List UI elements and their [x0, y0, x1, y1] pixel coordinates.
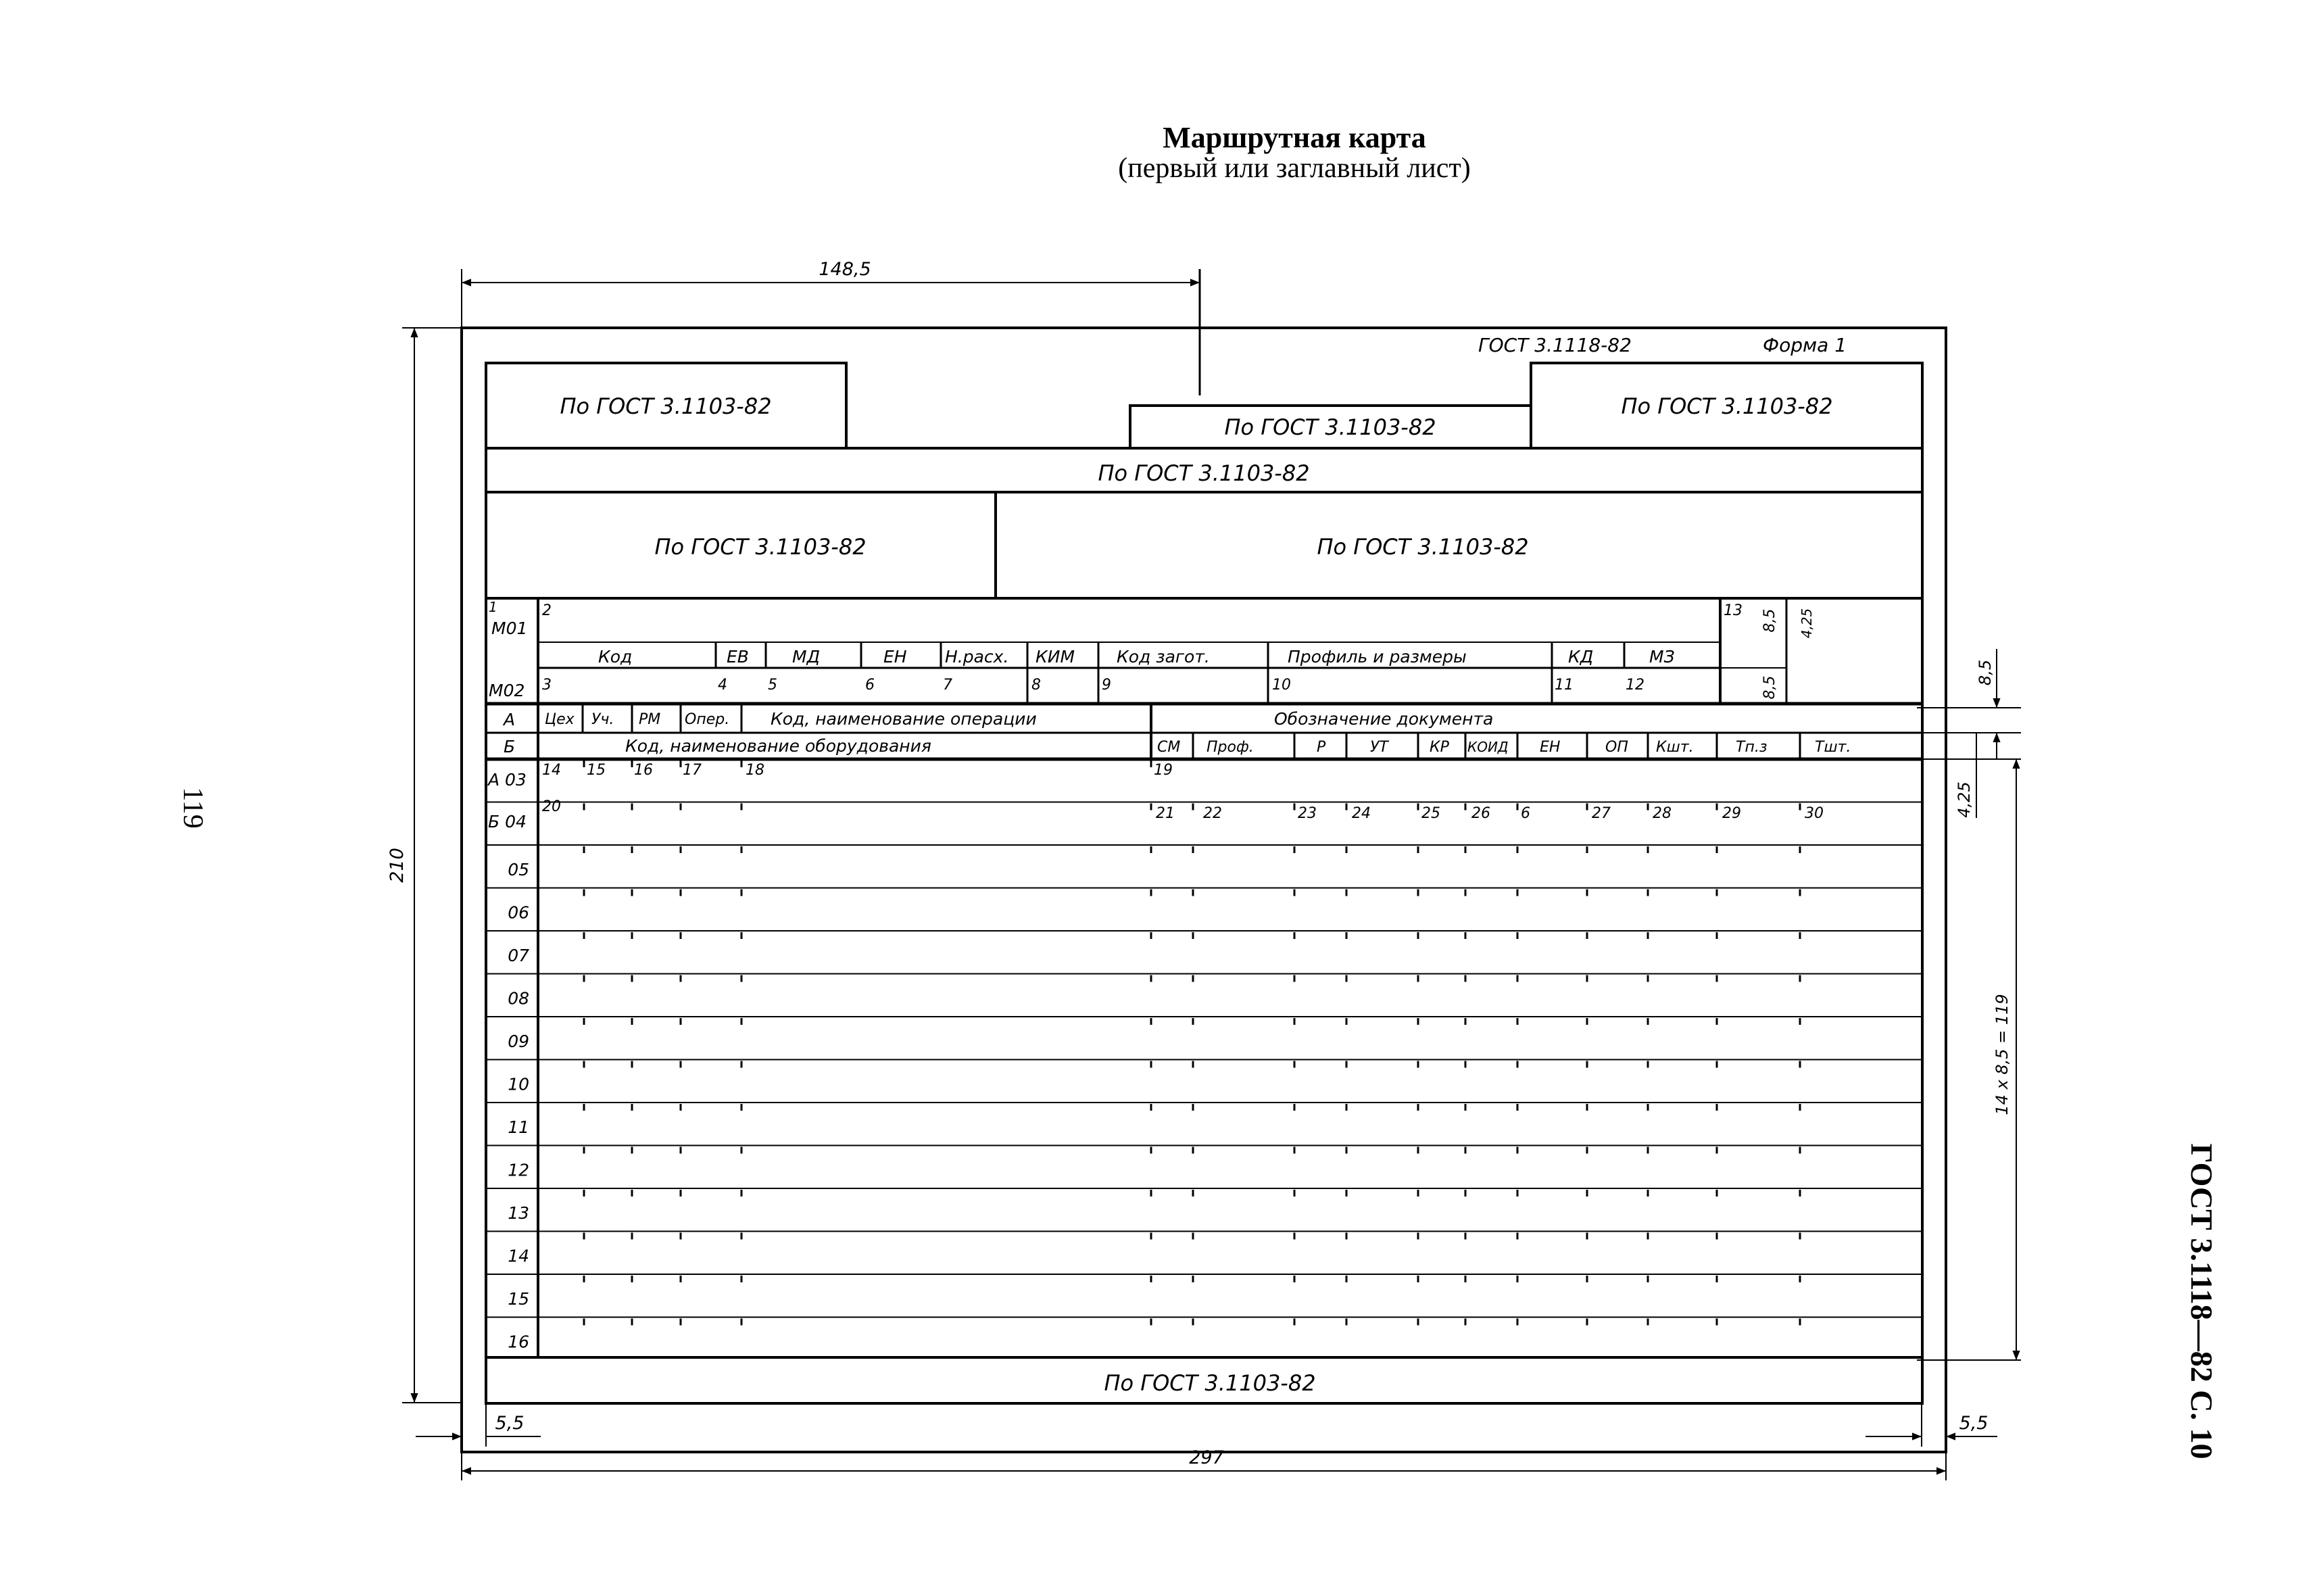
b-h-sm: СМ	[1157, 739, 1181, 756]
m02-n12: 12	[1626, 677, 1644, 694]
b-h-kr: КР	[1430, 739, 1449, 756]
a03-n19: 19	[1154, 762, 1173, 779]
b-h-en: ЕН	[1540, 739, 1561, 756]
m02-n6: 6	[865, 677, 875, 694]
b-h-op: ОП	[1605, 739, 1628, 756]
row-number: 08	[508, 988, 529, 1009]
m01-num-13: 13	[1724, 602, 1743, 619]
b-h-tsht: Тшт.	[1815, 739, 1851, 756]
b04-n26: 26	[1471, 805, 1490, 822]
row-number: 14	[508, 1246, 529, 1266]
row-number: 11	[508, 1117, 529, 1137]
m01-code: М01	[491, 619, 528, 638]
b-h-ksht: Кшт.	[1656, 739, 1694, 756]
row-number: 06	[508, 902, 529, 923]
m02-n9: 9	[1102, 677, 1111, 694]
dimension-row-half-height: 4,25	[1955, 781, 1974, 818]
m02-h-mz: МЗ	[1649, 647, 1675, 667]
dimension-left-value: 210	[387, 848, 408, 883]
row-number: 13	[508, 1203, 529, 1223]
cell-dim-3: 8,5	[1761, 675, 1778, 700]
row-number: 15	[508, 1289, 529, 1309]
m02-h-ev: ЕВ	[727, 647, 749, 667]
a-code: А	[504, 710, 516, 729]
b04-n20: 20	[542, 798, 561, 815]
m02-h-en: ЕН	[883, 647, 907, 667]
b04-code: Б 04	[488, 812, 527, 831]
stamp-area	[486, 363, 1922, 598]
m02-code: М02	[489, 681, 525, 700]
row-number: 07	[508, 946, 529, 965]
m02-n7: 7	[943, 677, 952, 694]
a03-n17: 17	[683, 762, 702, 779]
table-labels	[487, 599, 1851, 1352]
a-h-oper: Опер.	[685, 711, 730, 728]
b04-n21: 21	[1156, 805, 1175, 822]
dimension-right-group	[1917, 649, 2021, 1360]
m02-h-profile: Профиль и размеры	[1288, 647, 1467, 667]
a03-n15: 15	[587, 762, 606, 779]
b04-n30: 30	[1805, 805, 1824, 822]
b04-n22: 22	[1203, 805, 1222, 822]
stamp-box-1: По ГОСТ 3.1103-82	[560, 393, 772, 419]
m02-n11: 11	[1555, 677, 1574, 694]
m02-n5: 5	[768, 677, 777, 694]
stamp-box-3: По ГОСТ 3.1103-82	[1621, 393, 1833, 419]
dimension-margin-right	[1866, 1403, 1997, 1447]
a-h-rm: РМ	[639, 711, 661, 728]
dimension-top-value: 148,5	[819, 259, 871, 280]
page-title: Маршрутная карта	[1163, 121, 1426, 154]
m02-n10: 10	[1272, 677, 1291, 694]
dimension-margin-left-value: 5,5	[495, 1413, 525, 1434]
a-h-docdes: Обозначение документа	[1274, 709, 1494, 729]
row-number: 16	[508, 1332, 529, 1352]
b-h-equip: Код, наименование оборудования	[625, 736, 931, 756]
m02-h-kod: Код	[598, 647, 633, 667]
m02-h-kd: КД	[1568, 647, 1594, 667]
row-numbers	[508, 860, 529, 1352]
stamp-box-4: По ГОСТ 3.1103-82	[654, 534, 867, 560]
b-h-r: Р	[1317, 739, 1326, 756]
m02-h-nrash: Н.расх.	[945, 647, 1009, 667]
b04-n25: 25	[1421, 805, 1440, 822]
b04-n24: 24	[1352, 805, 1371, 822]
dimension-margin-right-value: 5,5	[1959, 1413, 1989, 1434]
running-head: ГОСТ 3.1118—82 С. 10	[2185, 1143, 2219, 1459]
b-h-tpz: Тп.з	[1736, 739, 1768, 756]
a-h-uch: Уч.	[591, 711, 614, 728]
cell-dim-1: 8,5	[1761, 608, 1778, 633]
data-rows	[486, 760, 1922, 1326]
a03-code: А 03	[488, 770, 527, 790]
cell-dim-2: 4,25	[1799, 608, 1815, 639]
a03-n14: 14	[542, 762, 561, 779]
stamp-band: По ГОСТ 3.1103-82	[1098, 460, 1310, 486]
dimension-row-height: 8,5	[1976, 659, 1995, 686]
dimension-bottom-value: 297	[1189, 1447, 1224, 1468]
m02-n4: 4	[718, 677, 727, 694]
row-number: 09	[508, 1032, 529, 1051]
b04-n23: 23	[1298, 805, 1317, 822]
b04-n29: 29	[1722, 805, 1741, 822]
b-code: Б	[504, 737, 516, 756]
stamp-bottom: По ГОСТ 3.1103-82	[1104, 1370, 1316, 1396]
row-number: 12	[508, 1160, 529, 1180]
page-subtitle: (первый или заглавный лист)	[1118, 153, 1471, 184]
sheet-frame	[462, 328, 1946, 1452]
b-h-koid: КОИД	[1467, 739, 1509, 755]
b-h-ut: УТ	[1370, 739, 1388, 756]
dimension-rows-total: 14 x 8,5 = 119	[1993, 994, 2012, 1115]
m01-num-2: 2	[542, 602, 552, 619]
m02-h-kim: КИМ	[1035, 647, 1075, 667]
m02-n3: 3	[542, 677, 552, 694]
a-h-opname: Код, наименование операции	[771, 709, 1037, 729]
m02-h-kodzag: Код загот.	[1117, 647, 1210, 667]
a03-n16: 16	[634, 762, 653, 779]
b04-n28: 28	[1653, 805, 1672, 822]
b04-n6: 6	[1521, 805, 1530, 822]
b-h-prof: Проф.	[1207, 739, 1254, 756]
m01-num-1: 1	[489, 599, 497, 615]
b04-n27: 27	[1592, 805, 1611, 822]
m02-h-md: МД	[792, 647, 821, 667]
stamp-box-2: По ГОСТ 3.1103-82	[1224, 414, 1436, 440]
page-number: 119	[177, 787, 208, 829]
form-standard: ГОСТ 3.1118-82	[1478, 334, 1632, 356]
form-number: Форма 1	[1763, 334, 1847, 356]
dimension-left	[387, 328, 462, 1403]
a-h-ceh: Цех	[545, 711, 575, 728]
row-number: 05	[508, 860, 529, 879]
dimension-margin-left	[416, 1403, 541, 1447]
m02-n8: 8	[1031, 677, 1041, 694]
row-number: 10	[508, 1074, 529, 1094]
a03-n18: 18	[746, 762, 764, 779]
stamp-box-5: По ГОСТ 3.1103-82	[1317, 534, 1529, 560]
